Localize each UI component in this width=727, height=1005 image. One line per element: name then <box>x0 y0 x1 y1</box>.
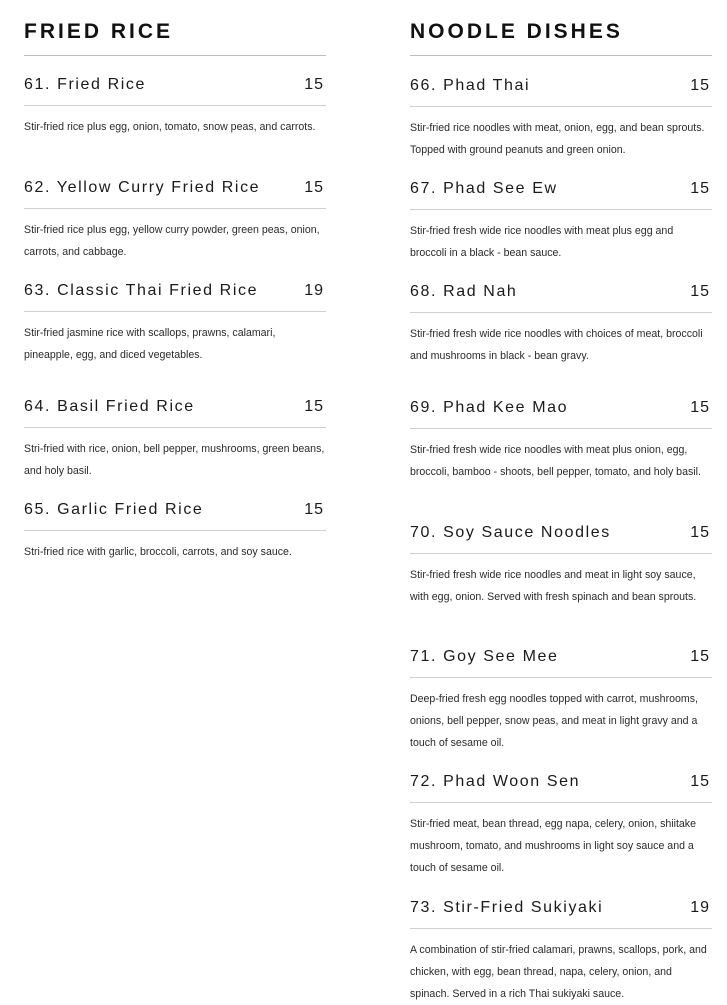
item-header <box>410 283 712 313</box>
section-title-noodle-dishes: NOODLE DISHES <box>410 20 623 43</box>
item-price: 15 <box>304 398 324 415</box>
item-name: 72. Phad Woon Sen <box>410 773 581 790</box>
item-price: 15 <box>690 399 710 416</box>
menu-item <box>410 648 712 754</box>
item-name: 66. Phad Thai <box>410 77 531 94</box>
item-description: Stir-fried meat, bean thread, egg napa, celery, onion, shiitake mushroom, tomato, and mushrooms in light soy sauce and a touch of sesame oil. <box>410 818 696 874</box>
item-name: 73. Stir-Fried Sukiyaki <box>410 899 604 916</box>
item-price: 15 <box>690 773 710 790</box>
item-description: Stir-fried rice plus egg, yellow curry powder, green peas, onion, carrots, and cabbage. <box>24 224 320 258</box>
item-price: 15 <box>690 180 710 197</box>
item-price: 15 <box>304 179 324 196</box>
item-description: Stir-fried fresh wide rice noodles with meat plus onion, egg, broccoli, bamboo - shoots, bell pepper, tomato, and holy basil. <box>410 444 701 478</box>
menu-item <box>410 773 712 879</box>
item-header <box>410 648 712 678</box>
item-name: 69. Phad Kee Mao <box>410 399 569 416</box>
item-name: 64. Basil Fried Rice <box>24 398 195 415</box>
item-header <box>24 282 326 312</box>
item-header <box>24 179 326 209</box>
item-description: Deep-fried fresh egg noodles topped with carrot, mushrooms, onions, bell pepper, snow peas, and meat in light gravy and a touch of sesame oil. <box>410 693 698 749</box>
section-title-fried-rice: FRIED RICE <box>24 20 174 43</box>
item-description: Stir-fried fresh wide rice noodles with meat plus egg and broccoli in a black - bean sauce. <box>410 225 674 259</box>
menu-item <box>24 501 326 563</box>
item-price: 15 <box>304 501 324 518</box>
item-header <box>410 77 712 107</box>
item-header <box>24 398 326 428</box>
item-header <box>410 180 712 210</box>
menu-item <box>24 398 326 482</box>
item-header <box>24 501 326 531</box>
item-price: 15 <box>690 524 710 541</box>
item-price: 19 <box>304 282 324 299</box>
item-description: Stir-fried fresh wide rice noodles and meat in light soy sauce, with egg, onion. Served with fresh spinach and bean sprouts. <box>410 569 697 603</box>
item-header <box>24 76 326 106</box>
menu-item <box>24 282 326 366</box>
item-name: 61. Fried Rice <box>24 76 146 93</box>
menu-item <box>410 77 712 161</box>
item-header <box>410 524 712 554</box>
item-name: 68. Rad Nah <box>410 283 518 300</box>
section-divider <box>24 55 326 56</box>
item-price: 19 <box>690 899 710 916</box>
menu-item <box>410 180 712 264</box>
menu-item <box>410 524 712 608</box>
item-name: 70. Soy Sauce Noodles <box>410 524 611 541</box>
item-header <box>410 399 712 429</box>
item-price: 15 <box>690 283 710 300</box>
item-price: 15 <box>304 76 324 93</box>
item-description: Stri-fried with rice, onion, bell pepper, mushrooms, green beans, and holy basil. <box>24 443 325 477</box>
item-name: 62. Yellow Curry Fried Rice <box>24 179 261 196</box>
section-divider <box>410 55 712 56</box>
item-description: Stir-fried fresh wide rice noodles with choices of meat, broccoli and mushrooms in black - bean gravy. <box>410 328 703 362</box>
item-header <box>410 773 712 803</box>
item-price: 15 <box>690 648 710 665</box>
menu-item <box>24 76 326 138</box>
item-description: Stir-fried rice plus egg, onion, tomato, snow peas, and carrots. <box>24 121 316 133</box>
menu-item <box>410 899 712 1005</box>
item-name: 65. Garlic Fried Rice <box>24 501 204 518</box>
menu-item <box>24 179 326 263</box>
menu-item <box>410 283 712 367</box>
item-description: A combination of stir-fried calamari, prawns, scallops, pork, and chicken, with egg, bean thread, napa, celery, onion, and spinach. Served in a rich Thai sukiyaki sauce. <box>410 944 707 1000</box>
item-price: 15 <box>690 77 710 94</box>
item-name: 63. Classic Thai Fried Rice <box>24 282 259 299</box>
item-description: Stri-fried rice with garlic, broccoli, carrots, and soy sauce. <box>24 546 292 558</box>
item-name: 71. Goy See Mee <box>410 648 559 665</box>
item-description: Stir-fried rice noodles with meat, onion, egg, and bean sprouts. Topped with ground peanuts and green onion. <box>410 122 705 156</box>
item-description: Stir-fried jasmine rice with scallops, prawns, calamari, pineapple, egg, and diced vegetables. <box>24 327 276 361</box>
menu-item <box>410 399 712 483</box>
item-header <box>410 899 712 929</box>
item-name: 67. Phad See Ew <box>410 180 558 197</box>
